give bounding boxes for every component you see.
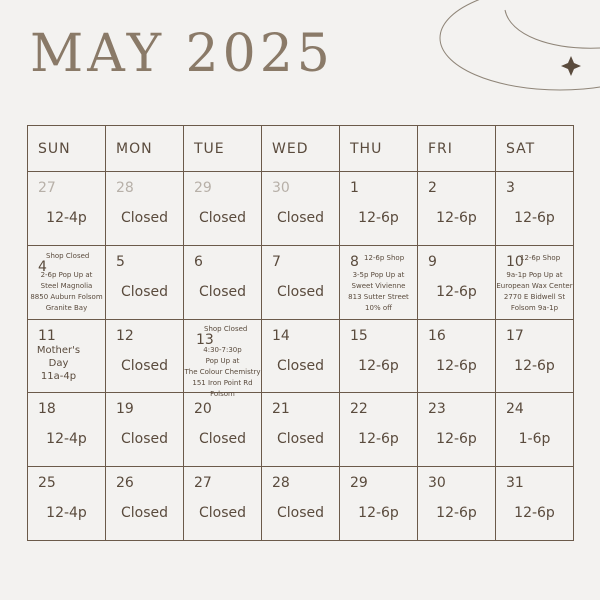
day-number: 31 — [506, 475, 524, 492]
mothers-day-note: Mother's Day 11a-4p — [36, 344, 81, 382]
day-cell — [340, 467, 418, 541]
day-cell — [340, 246, 418, 320]
day-number: 27 — [38, 180, 56, 196]
day-number: 9 — [428, 253, 437, 270]
day-hours: 12-4p — [46, 505, 87, 522]
day-cell — [28, 246, 106, 320]
day-cell — [418, 246, 496, 320]
day-cell — [184, 320, 262, 398]
day-cell — [418, 172, 496, 246]
day-cell — [340, 172, 418, 246]
day-number: 3 — [506, 180, 515, 196]
day-hours: 1-6p — [518, 431, 551, 448]
day-tag: Shop Closed — [204, 324, 248, 333]
day-number: 26 — [116, 475, 134, 492]
day-hours: 12-6p — [436, 357, 477, 374]
day-hours: Closed — [198, 210, 247, 226]
day-number: 30 — [272, 180, 290, 196]
day-cell — [28, 320, 106, 394]
day-cell — [262, 467, 340, 541]
day-number: 16 — [428, 327, 446, 344]
day-number: 4 — [38, 258, 47, 275]
day-cell — [106, 320, 184, 394]
weekday-header: THU — [340, 126, 418, 172]
day-number: 30 — [428, 475, 446, 492]
day-cell — [106, 393, 184, 467]
day-number: 28 — [116, 180, 134, 196]
event-note: 3-5p Pop Up at Sweet Vivienne 813 Sutter Street 10% off — [348, 270, 409, 312]
weekday-header: WED — [262, 126, 340, 172]
page-title: MAY 2025 — [30, 24, 334, 84]
day-hours: 12-6p — [514, 505, 555, 522]
weekday-header: SAT — [496, 126, 574, 172]
day-tag: 12-6p Shop — [520, 253, 561, 262]
day-cell — [340, 393, 418, 467]
day-cell — [418, 467, 496, 541]
day-cell — [340, 320, 418, 394]
day-cell — [106, 246, 184, 320]
sparkle-icon — [561, 56, 581, 76]
day-cell — [184, 172, 262, 246]
event-note: 2-6p Pop Up at Steel Magnolia 8850 Auburn Folsom Granite Bay — [30, 270, 103, 312]
day-hours: Closed — [276, 210, 325, 226]
day-cell — [28, 172, 106, 246]
day-hours: Closed — [120, 357, 169, 374]
day-hours: Closed — [276, 431, 325, 448]
day-number: 18 — [38, 401, 56, 418]
day-number: 11 — [38, 327, 56, 344]
calendar-grid — [27, 125, 574, 541]
day-cell — [28, 393, 106, 467]
event-note: 4:30-7:30p Pop Up at The Colour Chemistry 151 Iron Point Rd Folsom — [184, 345, 261, 398]
day-hours: 12-6p — [436, 283, 477, 300]
day-number: 14 — [272, 327, 290, 344]
day-cell — [496, 320, 574, 394]
day-cell — [184, 393, 262, 467]
day-number: 7 — [272, 253, 281, 270]
day-number: 6 — [194, 253, 203, 270]
day-cell — [496, 467, 574, 541]
day-number: 15 — [350, 327, 368, 344]
day-number: 2 — [428, 180, 437, 196]
day-hours: 12-6p — [358, 505, 399, 522]
day-hours: Closed — [120, 283, 169, 300]
day-number: 13 — [196, 331, 214, 348]
day-number: 17 — [506, 327, 524, 344]
day-hours: 12-6p — [436, 210, 477, 226]
day-number: 5 — [116, 253, 125, 270]
day-hours: 12-6p — [358, 431, 399, 448]
day-cell — [262, 320, 340, 394]
day-number: 10 — [506, 253, 524, 270]
day-cell — [184, 467, 262, 541]
day-hours: 12-6p — [514, 357, 555, 374]
day-hours: Closed — [120, 505, 169, 522]
day-hours: 12-6p — [436, 431, 477, 448]
day-number: 29 — [194, 180, 212, 196]
day-hours: Closed — [276, 505, 325, 522]
day-hours: 12-6p — [358, 210, 399, 226]
day-number: 23 — [428, 401, 446, 418]
day-number: 12 — [116, 327, 134, 344]
day-hours: Closed — [198, 431, 247, 448]
day-tag: 12-6p Shop — [364, 253, 405, 262]
day-hours: Closed — [276, 357, 325, 374]
day-cell — [496, 172, 574, 246]
day-cell — [262, 246, 340, 320]
day-number: 8 — [350, 253, 359, 270]
weekday-header: MON — [106, 126, 184, 172]
day-hours: Closed — [276, 283, 325, 300]
day-number: 28 — [272, 475, 290, 492]
day-cell — [496, 246, 574, 320]
day-number: 20 — [194, 401, 212, 418]
day-number: 25 — [38, 475, 56, 492]
day-number: 22 — [350, 401, 368, 418]
day-hours: 12-6p — [436, 505, 477, 522]
day-cell — [262, 393, 340, 467]
day-cell — [184, 246, 262, 320]
day-hours: 12-6p — [514, 210, 555, 226]
day-cell — [262, 172, 340, 246]
day-number: 1 — [350, 180, 359, 196]
day-cell — [496, 393, 574, 467]
day-hours: 12-6p — [358, 357, 399, 374]
day-cell — [418, 320, 496, 394]
day-cell — [106, 467, 184, 541]
day-cell — [106, 172, 184, 246]
day-cell — [28, 467, 106, 541]
day-number: 29 — [350, 475, 368, 492]
day-number: 24 — [506, 401, 524, 418]
weekday-header: FRI — [418, 126, 496, 172]
event-note: 9a-1p Pop Up at European Wax Center 2770 E Bidwell St Folsom 9a-1p — [496, 270, 573, 312]
day-hours: 12-4p — [46, 210, 87, 226]
day-number: 27 — [194, 475, 212, 492]
day-number: 19 — [116, 401, 134, 418]
day-hours: 12-4p — [46, 431, 87, 448]
day-hours: Closed — [120, 431, 169, 448]
weekday-header: SUN — [28, 126, 106, 172]
day-hours: Closed — [198, 283, 247, 300]
day-tag: Shop Closed — [46, 251, 90, 260]
day-number: 21 — [272, 401, 290, 418]
weekday-header: TUE — [184, 126, 262, 172]
day-cell — [418, 393, 496, 467]
day-hours: Closed — [198, 505, 247, 522]
day-hours: Closed — [120, 210, 169, 226]
